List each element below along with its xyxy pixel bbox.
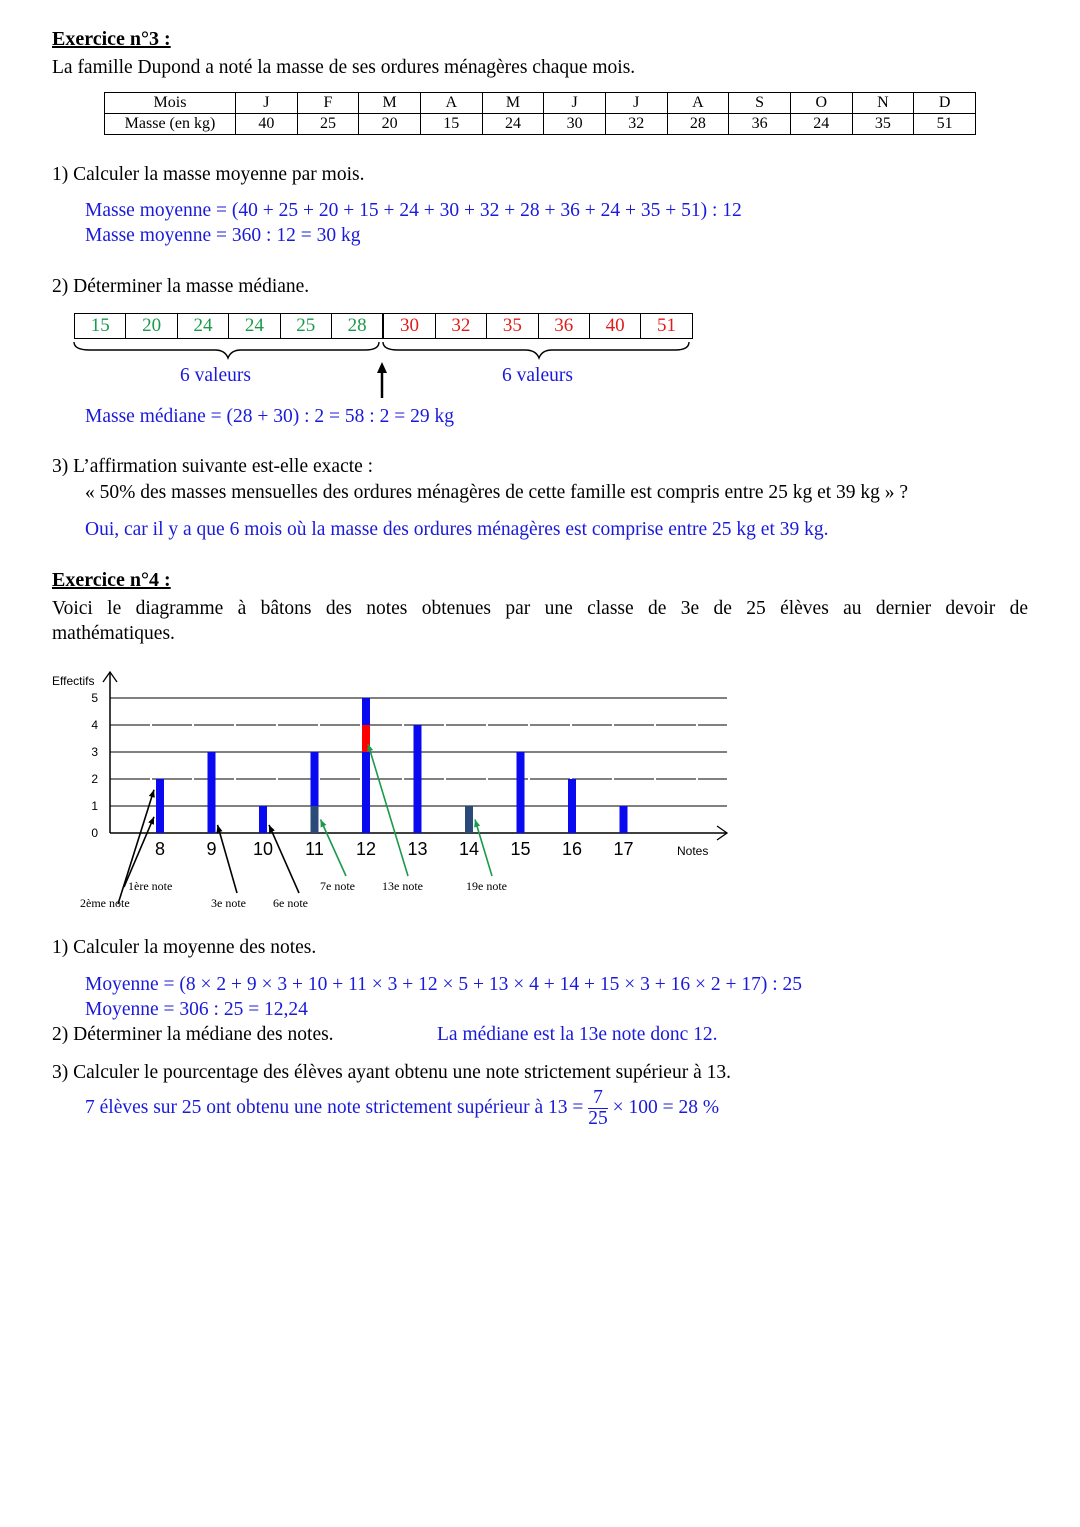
question: 3) L’affirmation suivante est-elle exacte :: [52, 456, 374, 477]
x-tick-label: 10: [252, 839, 274, 859]
sorted-value-cell: 30: [383, 314, 435, 339]
bar: [568, 779, 576, 833]
question: 2) Déterminer la médiane des notes.: [52, 1024, 334, 1045]
mass-table: [104, 92, 976, 135]
mass-cell: 36: [729, 114, 791, 135]
braces-and-arrow: [70, 340, 700, 400]
sorted-value-cell: 32: [435, 314, 486, 339]
mass-cell: 24: [482, 114, 544, 135]
fraction: [588, 1088, 608, 1129]
annotation-arrow: [269, 825, 299, 893]
right-count-label: 6 valeurs: [502, 365, 573, 386]
mass-cell: 24: [790, 114, 852, 135]
table-header: Mois: [105, 93, 236, 114]
annotation-label: 13e note: [382, 879, 423, 893]
bar: [208, 752, 216, 833]
left-count-label: 6 valeurs: [180, 365, 251, 386]
sorted-value-cell: 36: [538, 314, 589, 339]
answer: Moyenne = (8 × 2 + 9 × 3 + 10 + 11 × 3 + 12 × 5 + 13 × 4 + 14 + 15 × 3 + 16 × 2 + 17) : 25: [85, 974, 803, 995]
exercise-4-title: Exercice n°4 :: [52, 569, 171, 591]
question: « 50% des masses mensuelles des ordures ménagères de cette famille est compris entre 25 kg et 39 kg » ?: [85, 482, 909, 503]
x-tick-label: 17: [613, 839, 634, 859]
month-cell: M: [359, 93, 421, 114]
sorted-value-cell: 15: [75, 314, 126, 339]
answer: [85, 1088, 719, 1129]
month-cell: J: [605, 93, 667, 114]
mass-cell: 35: [852, 114, 914, 135]
exercise-4-intro: Voici le diagramme à bâtons des notes obtenues par une classe de 3e de 25 élèves au dernier devoir de: [52, 598, 1028, 619]
denominator: 25: [588, 1108, 608, 1129]
annotation-label: 3e note: [211, 896, 246, 910]
exercise-3-intro: La famille Dupond a noté la masse de ses ordures ménagères chaque mois.: [52, 57, 636, 78]
sorted-value-cell: 35: [487, 314, 538, 339]
x-tick-label: 16: [561, 839, 583, 859]
month-cell: S: [729, 93, 791, 114]
answer: Oui, car il y a que 6 mois où la masse des ordures ménagères est comprise entre 25 kg et 39 kg.: [85, 519, 829, 540]
annotation-label: 6e note: [273, 896, 308, 910]
mass-cell: 28: [667, 114, 729, 135]
bar-chart: [0, 660, 760, 920]
sorted-value-cell: 24: [229, 314, 280, 339]
answer: Masse moyenne = 360 : 12 = 30 kg: [85, 225, 361, 246]
month-cell: O: [790, 93, 852, 114]
bar: [362, 698, 370, 833]
mass-cell: 15: [420, 114, 482, 135]
sorted-value-cell: 40: [589, 314, 640, 339]
bar: [414, 725, 422, 833]
month-cell: J: [544, 93, 606, 114]
sorted-value-cell: 20: [126, 314, 177, 339]
annotation-arrow: [218, 825, 238, 893]
sorted-value-cell: 25: [280, 314, 331, 339]
arrowhead: [217, 825, 223, 833]
question: 2) Déterminer la masse médiane.: [52, 276, 310, 297]
arrowhead: [474, 820, 480, 828]
x-tick-label: 8: [154, 839, 166, 859]
y-tick-label: 3: [91, 745, 98, 759]
x-tick-label: 12: [355, 839, 377, 859]
month-cell: J: [236, 93, 298, 114]
y-axis-label: Effectifs: [52, 674, 95, 688]
x-tick-label: 15: [510, 839, 531, 859]
annotation-label: 2ème note: [80, 896, 130, 910]
mass-cell: 20: [359, 114, 421, 135]
y-tick-label: 1: [91, 799, 98, 813]
sorted-value-cell: 51: [641, 314, 692, 339]
answer: Masse moyenne = (40 + 25 + 20 + 15 + 24 + 30 + 32 + 28 + 36 + 24 + 35 + 51) : 12: [85, 200, 742, 221]
x-tick-label: 9: [206, 839, 217, 859]
month-cell: A: [667, 93, 729, 114]
annotation-arrow: [321, 820, 347, 877]
mass-cell: 25: [297, 114, 359, 135]
question: 1) Calculer la moyenne des notes.: [52, 937, 317, 958]
month-cell: A: [420, 93, 482, 114]
highlight-segment: [311, 806, 319, 833]
mass-cell: 30: [544, 114, 606, 135]
sorted-values-table: [74, 313, 693, 339]
answer: Masse médiane = (28 + 30) : 2 = 58 : 2 = 29 kg: [85, 406, 454, 427]
highlight-segment: [465, 806, 473, 833]
x-tick-label: 14: [458, 839, 480, 859]
mass-cell: 32: [605, 114, 667, 135]
month-cell: F: [297, 93, 359, 114]
annotation-label: 7e note: [320, 879, 355, 893]
month-cell: D: [914, 93, 976, 114]
month-cell: N: [852, 93, 914, 114]
y-tick-label: 2: [91, 772, 98, 786]
exercise-3-title: Exercice n°3 :: [52, 28, 171, 50]
y-tick-label: 5: [91, 691, 98, 705]
sorted-value-cell: 28: [331, 314, 383, 339]
y-tick-label: 0: [91, 826, 98, 840]
answer-text: 7 élèves sur 25 ont obtenu une note strictement supérieur à 13 =: [85, 1096, 584, 1118]
answer: La médiane est la 13e note donc 12.: [437, 1024, 718, 1045]
arrowhead: [367, 744, 373, 752]
bar: [259, 806, 267, 833]
x-tick-label: 13: [407, 839, 428, 859]
x-tick-label: 11: [305, 839, 324, 859]
annotation-arrow: [124, 817, 154, 887]
left-brace: [74, 342, 379, 358]
y-tick-label: 4: [91, 718, 98, 732]
answer-tail: × 100 = 28 %: [612, 1096, 720, 1118]
exercise-4-intro: mathématiques.: [52, 623, 175, 644]
bar: [620, 806, 628, 833]
annotation-label: 19e note: [466, 879, 507, 893]
mass-cell: 40: [236, 114, 298, 135]
x-axis-label: Notes: [677, 844, 709, 858]
annotation-label: 1ère note: [128, 879, 173, 893]
question: 3) Calculer le pourcentage des élèves ayant obtenu une note strictement supérieur à 13.: [52, 1062, 731, 1083]
answer: Moyenne = 306 : 25 = 12,24: [85, 999, 308, 1020]
right-brace: [383, 342, 689, 358]
arrowhead: [149, 790, 155, 798]
month-cell: M: [482, 93, 544, 114]
numerator: 7: [588, 1088, 608, 1109]
sorted-value-cell: 24: [177, 314, 228, 339]
mass-cell: 51: [914, 114, 976, 135]
bar: [156, 779, 164, 833]
question: 1) Calculer la masse moyenne par mois.: [52, 164, 365, 185]
bar: [517, 752, 525, 833]
table-header: Masse (en kg): [105, 114, 236, 135]
